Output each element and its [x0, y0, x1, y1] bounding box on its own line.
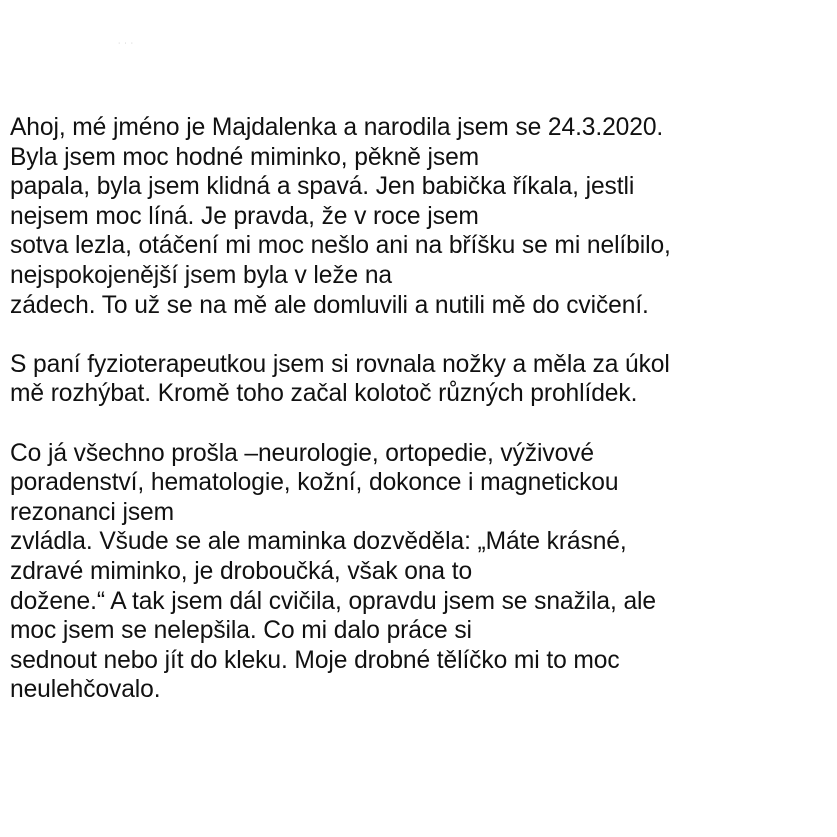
text-line: neulehčovalo.: [10, 676, 161, 704]
scan-speck-mark: ˙˙˙: [118, 42, 137, 53]
text-line: moc jsem se nelepšila. Co mi dalo práce si: [10, 617, 472, 645]
text-line: sednout nebo jít do kleku. Moje drobné tělíčko mi to moc: [10, 646, 620, 674]
paragraph-spacer: [10, 409, 835, 439]
text-line: Co já všechno prošla –neurologie, ortopedie, výživové: [10, 439, 594, 467]
text-line: nejspokojenější jsem byla v leže na: [10, 261, 393, 289]
text-line: rezonanci jsem: [10, 498, 174, 526]
text-line: dožene.“ A tak jsem dál cvičila, opravdu jsem se snažila, ale: [10, 587, 656, 615]
paragraph-spacer: [10, 320, 835, 350]
text-line: Ahoj, mé jméno je Majdalenka a narodila jsem se 24.3.2020.: [10, 114, 664, 141]
text-line: nejsem moc líná. Je pravda, že v roce jsem: [10, 202, 479, 230]
text-line: zádech. To už se na mě ale domluvili a nutili mě do cvičení.: [10, 291, 649, 319]
text-line: zvládla. Všude se ale maminka dozvěděla: „Máte krásné,: [10, 528, 627, 556]
paragraph-2: [10, 350, 835, 409]
text-line: zdravé miminko, je droboučká, však ona to: [10, 557, 473, 585]
document-text: [10, 113, 835, 705]
text-line: poradenství, hematologie, kožní, dokonce i magnetickou: [10, 469, 619, 497]
text-line: sotva lezla, otáčení mi moc nešlo ani na bříšku se mi nelíbilo,: [10, 232, 671, 260]
text-line: Byla jsem moc hodné miminko, pěkně jsem: [10, 143, 480, 171]
paragraph-1: [10, 113, 835, 320]
text-line: mě rozhýbat. Kromě toho začal kolotoč různých prohlídek.: [10, 380, 638, 408]
paragraph-3: [10, 439, 835, 705]
text-line: papala, byla jsem klidná a spavá. Jen babička říkala, jestli: [10, 173, 635, 201]
text-line: S paní fyzioterapeutkou jsem si rovnala nožky a měla za úkol: [10, 350, 670, 378]
